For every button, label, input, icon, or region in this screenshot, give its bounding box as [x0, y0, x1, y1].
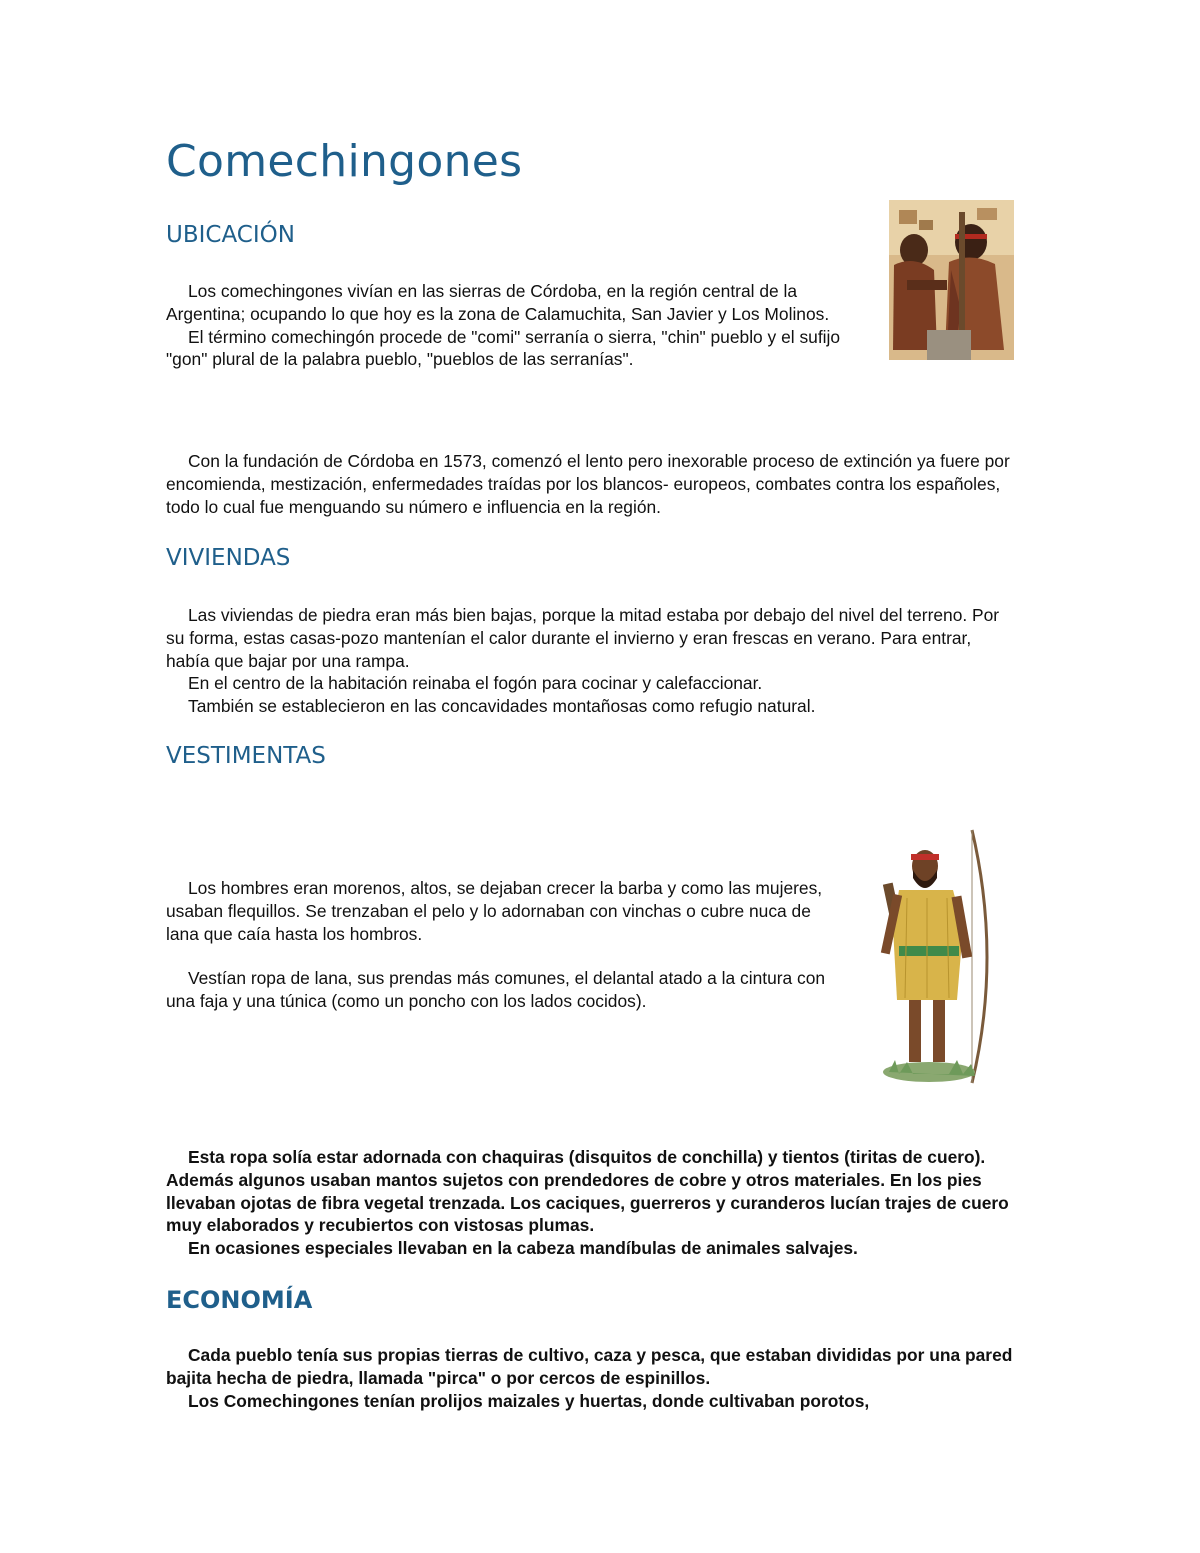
- viviendas-paragraph-1: Las viviendas de piedra eran más bien bajas, porque la mitad estaba por debajo del nivel del terreno. Por su forma, estas casas-pozo mantenían el calor durante el invierno y eran frescas en verano. Para entrar, había que bajar por una rampa.: [166, 605, 1000, 671]
- page-title: Comechingones: [166, 136, 523, 187]
- vestimentas-paragraph-1: Los hombres eran morenos, altos, se dejaban crecer la barba y como las mujeres, usaban flequillos. Se trenzaban el pelo y lo adornaban con vinchas o cubre nuca de lana que caía hasta los hombros.: [166, 878, 823, 944]
- economia-paragraph-2: Los Comechingones tenían prolijos maizales y huertas, donde cultivaban porotos,: [188, 1390, 870, 1411]
- heading-vestimentas: VESTIMENTAS: [166, 743, 326, 769]
- economia-text: [166, 1344, 1026, 1412]
- ubicacion-text: [166, 280, 866, 371]
- viviendas-text: [166, 604, 1016, 718]
- vestimentas-text: [166, 877, 836, 1013]
- ubicacion-text-2: [166, 450, 1036, 518]
- heading-economia: ECONOMÍA: [166, 1286, 313, 1314]
- heading-ubicacion: UBICACIÓN: [166, 222, 295, 248]
- archer-image: [877, 828, 993, 1090]
- ubicacion-paragraph-2: El término comechingón procede de "comi" serranía o sierra, "chin" pueblo y el sufijo "gon" plural de la palabra pueblo, "pueblos de las serranías".: [166, 326, 841, 370]
- economia-paragraph-1: Cada pueblo tenía sus propias tierras de cultivo, caza y pesca, que estaban divididas por una pared bajita hecha de piedra, llamada "pirca" o por cercos de espinillos.: [166, 1345, 1013, 1388]
- archer-illustration: [877, 828, 993, 1090]
- ubicacion-paragraph-1: Los comechingones vivían en las sierras de Córdoba, en la región central de la Argentina; ocupando lo que hoy es la zona de Calamuchita, San Javier y Los Molinos.: [166, 281, 830, 324]
- vestimentas-paragraph-2: Vestían ropa de lana, sus prendas más comunes, el delantal atado a la cintura con una faja y una túnica (como un poncho con los lados cocidos).: [166, 968, 826, 1012]
- mortar-grinding-image: [889, 200, 1014, 360]
- vestimentas-text-2: [166, 1146, 1026, 1260]
- viviendas-paragraph-2: En el centro de la habitación reinaba el fogón para cocinar y calefaccionar.: [188, 673, 763, 694]
- ubicacion-paragraph-3: Con la fundación de Córdoba en 1573, comenzó el lento pero inexorable proceso de extinción ya fuere por encomienda, mestización, enfermedades traídas por los blancos- europeos, combates contra los españoles, todo lo cual fue menguando su número e influencia en la región.: [166, 451, 1010, 517]
- mortar-grinding-illustration: [889, 200, 1014, 360]
- heading-viviendas: VIVIENDAS: [166, 545, 291, 571]
- vestimentas-paragraph-4: En ocasiones especiales llevaban en la cabeza mandíbulas de animales salvajes.: [188, 1238, 858, 1259]
- vestimentas-paragraph-3: Esta ropa solía estar adornada con chaquiras (disquitos de conchilla) y tientos (tiritas de cuero). Además algunos usaban mantos sujetos con prendedores de cobre y otros materiales. En los pies llevaban ojotas de fibra vegetal trenzada. Los caciques, guerreros y curanderos lucían trajes de cuero muy elaborados y recubiertos con vistosas plumas.: [166, 1147, 1009, 1236]
- viviendas-paragraph-3: También se establecieron en las concavidades montañosas como refugio natural.: [188, 696, 816, 717]
